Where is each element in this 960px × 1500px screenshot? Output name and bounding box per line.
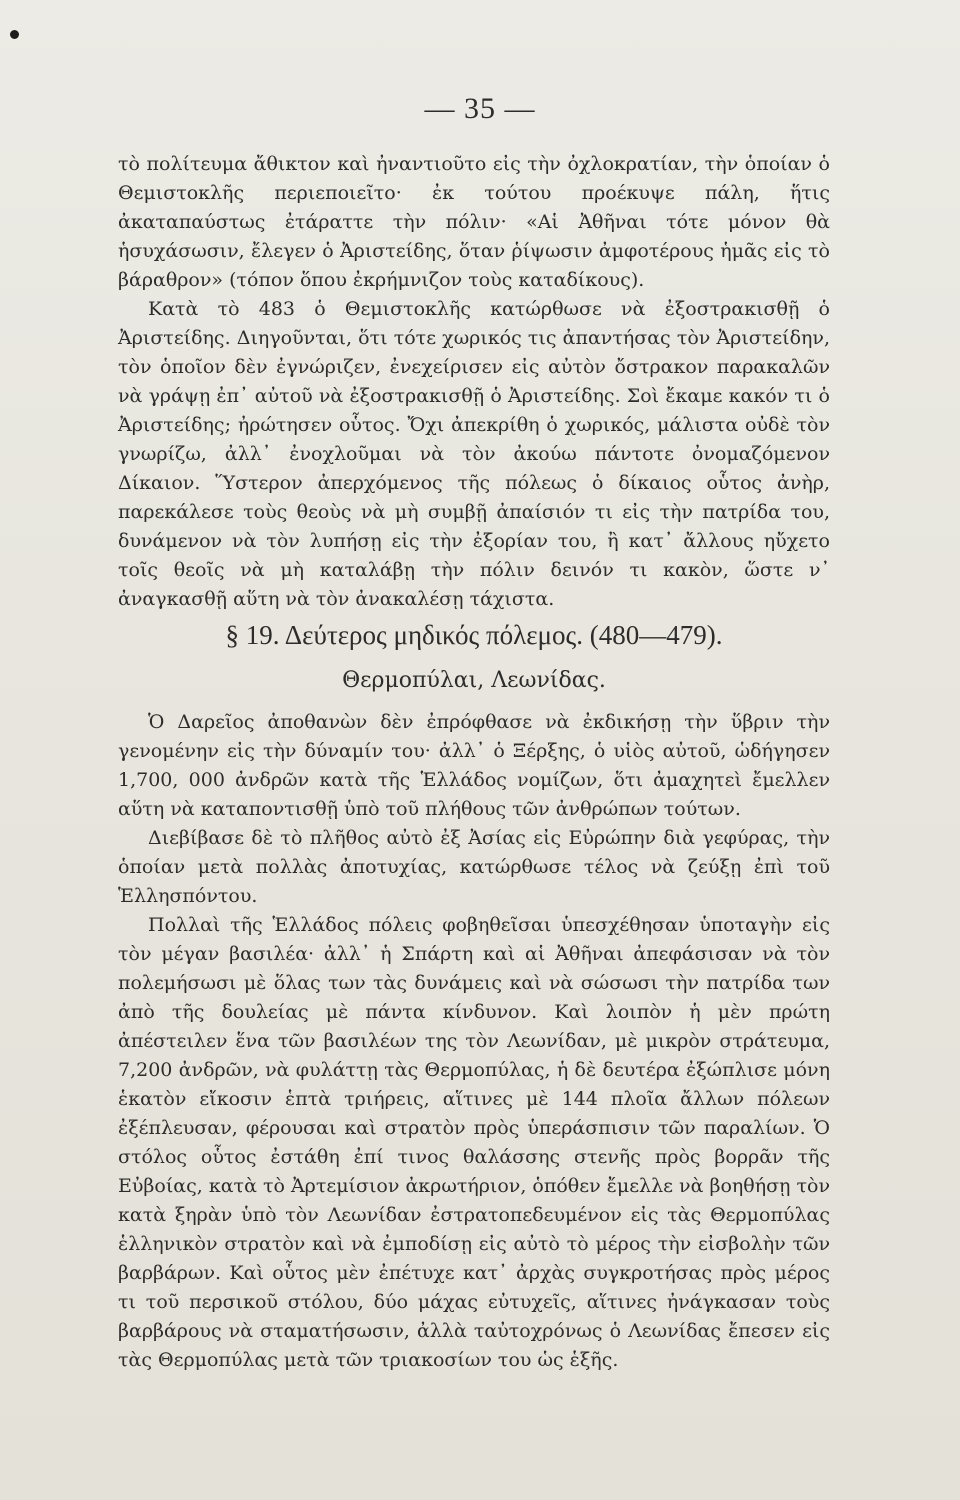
paragraph: Πολλαὶ τῆς Ἑλλάδος πόλεις φοβηθεῖσαι ὑπεσχέθησαν ὑποταγὴν εἰς τὸν μέγαν βασιλέα· ἀλλ᾿ ἡ Σπάρτη καὶ αἱ Ἀθῆναι ἀπεφάσισαν νὰ τὸν πολεμήσωσι μὲ ὅλας των τὰς δυνάμεις καὶ νὰ σώσωσι τὴν πατρίδα των ἀπὸ τῆς δουλείας μὲ πάντα κίνδυνον. Καὶ λοιπὸν ἡ μὲν πρώτη ἀπέστειλεν ἕνα τῶν βασιλέων της τὸν Λεωνίδαν, μὲ μικρὸν στράτευμα, 7,200 ἀνδρῶν, νὰ φυλάττῃ τὰς Θερμοπύλας, ἡ δὲ δευτέρα ἐξώπλισε μόνη ἑκατὸν εἴκοσιν ἑπτὰ τριήρεις, αἵτινες μὲ 144 πλοῖα ἄλλων πόλεων ἐξέπλευσαν, φέρουσαι καὶ στρατὸν πρὸς ὑπεράσπισιν τῶν παραλίων. Ὁ στόλος οὗτος ἐστάθη ἐπί τινος θαλάσσης στενῆς πρὸς βορρᾶν τῆς Εὐβοίας, κατὰ τὸ Ἀρτεμίσιον ἀκρωτήριον, ὁπόθεν ἔμελλε νὰ βοηθήσῃ τὸν κατὰ ξηρὰν ὑπὸ τὸν Λεωνίδαν ἐστρατοπεδευμένον εἰς τὰς Θερμοπύλας ἑλληνικὸν στρατὸν καὶ νὰ ἐμποδίσῃ εἰς αὐτὸ τὸ μέρος τὴν εἰσβολὴν τῶν βαρβάρων. Καὶ οὗτος μὲν ἐπέτυχε κατ᾿ ἀρχὰς συγκροτήσας πρὸς μέρος τι τοῦ περσικοῦ στόλου, δύο μάχας εὐτυχεῖς, αἵτινες ἠνάγκασαν τοὺς βαρβάρους νὰ σταματήσωσιν, ἀλλὰ ταὐτοχρόνως ὁ Λεωνίδας ἔπεσεν εἰς τὰς Θερμοπύλας μετὰ τῶν τριακοσίων του ὡς ἑξῆς.	[118, 914, 830, 1371]
page-number: — 35 —	[424, 92, 536, 125]
paragraph: Ὁ Δαρεῖος ἀποθανὼν δὲν ἐπρόφθασε νὰ ἐκδικήσῃ τὴν ὕβριν τὴν γενομένην εἰς τὴν δύναμίν του· ἀλλ᾿ ὁ Ξέρξης, ὁ υἱὸς αὐτοῦ, ὡδήγησεν 1,700, 000 ἀνδρῶν κατὰ τῆς Ἑλλάδος νομίζων, ὅτι ἀμαχητεὶ ἔμελλεν αὕτη νὰ καταποντισθῇ ὑπὸ τοῦ πλήθους τῶν ἀνθρώπων τούτων.	[118, 711, 830, 820]
text-block-before-section	[118, 150, 830, 614]
paragraph: Διεβίβασε δὲ τὸ πλῆθος αὐτὸ ἐξ Ἀσίας εἰς Εὐρώπην διὰ γεφύρας, τὴν ὁποίαν μετὰ πολλὰς ἀποτυχίας, κατώρθωσε τέλος νὰ ζεύξῃ ἐπὶ τοῦ Ἑλλησπόντου.	[118, 827, 830, 907]
paragraph: Κατὰ τὸ 483 ὁ Θεμιστοκλῆς κατώρθωσε νὰ ἐξοστρακισθῇ ὁ Ἀριστείδης. Διηγοῦνται, ὅτι τότε χωρικός τις ἀπαντήσας τὸν Ἀριστείδην, τὸν ὁποῖον δὲν ἐγνώριζεν, ἐνεχείρισεν εἰς αὐτὸν ὄστρακον παρακαλῶν νὰ γράψῃ ἐπ᾿ αὐτοῦ νὰ ἐξοστρακισθῇ ὁ Ἀριστείδης. Σοὶ ἔκαμε κακόν τι ὁ Ἀριστείδης; ἠρώτησεν οὗτος. Ὄχι ἀπεκρίθη ὁ χωρικός, μάλιστα οὐδὲ τὸν γνωρίζω, ἀλλ᾿ ἐνοχλοῦμαι νὰ τὸν ἀκούω πάντοτε ὀνομαζόμενον Δίκαιον. Ὕστερον ἀπερχόμενος τῆς πόλεως ὁ δίκαιος οὗτος ἀνὴρ, παρεκάλεσε τοὺς θεοὺς νὰ μὴ συμβῇ ἀπαίσιόν τι εἰς τὴν πατρίδα του, δυνάμενον νὰ τὸν λυπήσῃ εἰς τὴν ἐξορίαν του, ἢ κατ᾿ ἄλλους ηὔχετο τοῖς θεοῖς νὰ μὴ καταλάβῃ τὴν πόλιν δεινόν τι κακὸν, ὥστε ν᾿ ἀναγκασθῇ αὕτη νὰ τὸν ἀνακαλέσῃ τάχιστα.	[118, 298, 830, 610]
text-block-after-section	[118, 708, 830, 1375]
section-subheading: Θερμοπύλαι, Λεωνίδας.	[342, 668, 606, 693]
section-heading: § 19. Δεύτερος μηδικός πόλεμος. (480—479).	[225, 620, 723, 650]
paragraph: τὸ πολίτευμα ἄθικτον καὶ ἠναντιοῦτο εἰς τὴν ὀχλοκρατίαν, τὴν ὁποίαν ὁ Θεμιστοκλῆς περιεποιεῖτο· ἐκ τούτου προέκυψε πάλη, ἥτις ἀκαταπαύστως ἐτάραττε τὴν πόλιν· «Αἱ Ἀθῆναι τότε μόνον θὰ ἡσυχάσωσιν, ἔλεγεν ὁ Ἀριστείδης, ὅταν ῥίψωσιν ἀμφοτέρους ἡμᾶς εἰς τὸ βάραθρον» (τόπον ὅπου ἐκρήμνιζον τοὺς καταδίκους).	[118, 153, 830, 291]
ink-dot	[10, 30, 19, 39]
